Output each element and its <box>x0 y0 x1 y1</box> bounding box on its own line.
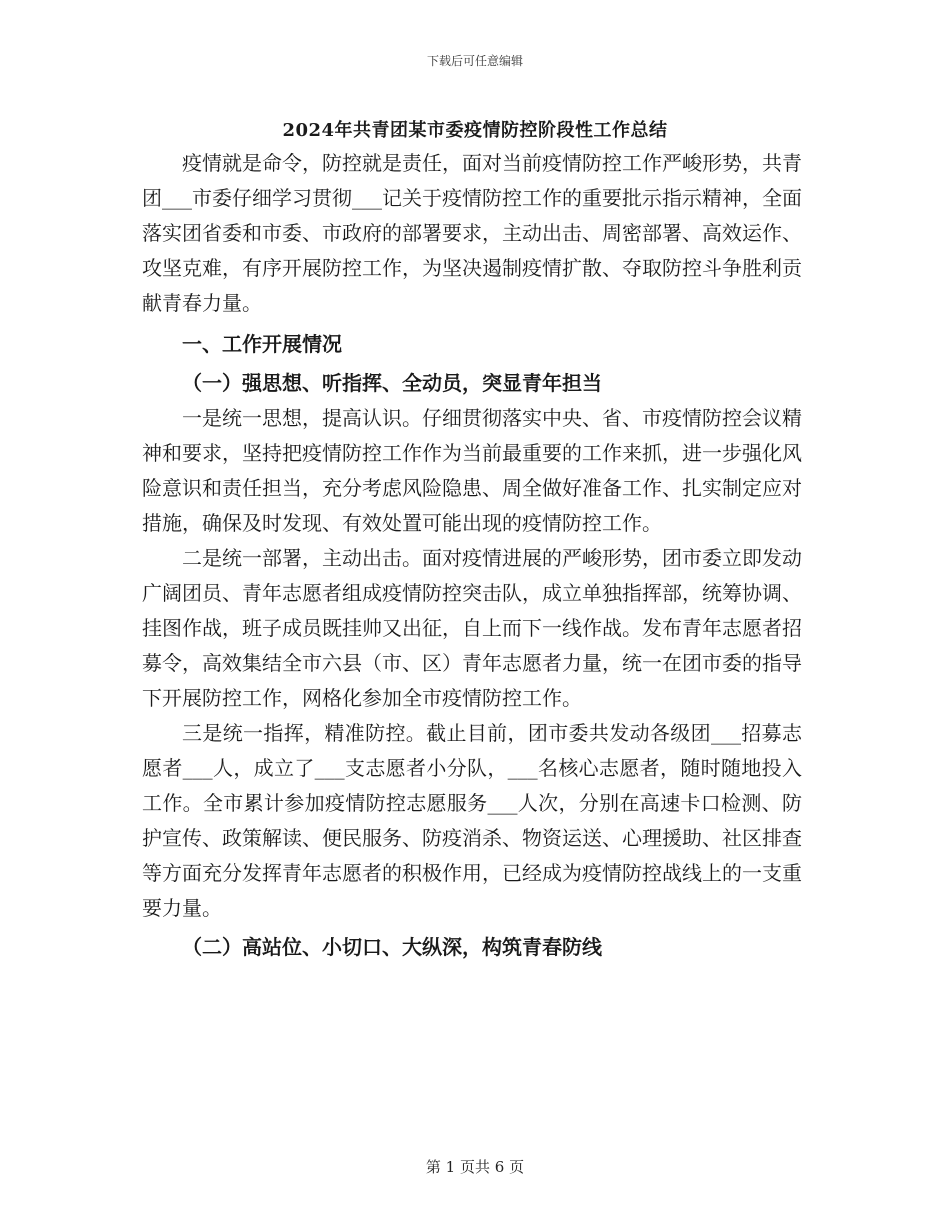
page-header-note: 下载后可任意编辑 <box>426 54 523 68</box>
document-title: 2024年共青团某市委疫情防控阶段性工作总结 <box>282 120 668 141</box>
subsection-heading-1: （一）强思想、听指挥、全动员，突显青年担当 <box>182 371 602 395</box>
body-paragraph-2: 二是统一部署，主动出击。面对疫情进展的严峻形势，团市委立即发动广阔团员、青年志愿者组成疫情防控突击队，成立单独指挥部，统筹协调、挂图作战，班子成员既挂帅又出征，自上而下一线作战。发布青年志愿者招募令，高效集结全市六县（市、区）青年志愿者力量，统一在团市委的指导下开展防控工作，网格化参加全市疫情防控工作。 <box>142 546 802 710</box>
page-number: 第 1 页共 6 页 <box>425 1158 525 1176</box>
section-heading-1: 一、工作开展情况 <box>182 332 342 356</box>
document-body <box>142 146 802 965</box>
intro-paragraph: 疫情就是命令，防控就是责任，面对当前疫情防控工作严峻形势，共青团___市委仔细学习贯彻___记关于疫情防控工作的重要批示指示精神，全面落实团省委和市委、市政府的部署要求，主动出击、周密部署、高效运作、攻坚克难，有序开展防控工作，为坚决遏制疫情扩散、夺取防控斗争胜利贡献青春力量。 <box>142 151 802 315</box>
body-paragraph-1: 一是统一思想，提高认识。仔细贯彻落实中央、省、市疫情防控会议精神和要求，坚持把疫情防控工作作为当前最重要的工作来抓，进一步强化风险意识和责任担当，充分考虑风险隐患、周全做好准备工作、扎实制定应对措施，确保及时发现、有效处置可能出现的疫情防控工作。 <box>142 406 802 535</box>
subsection-heading-2: （二）高站位、小切口、大纵深，构筑青春防线 <box>182 935 602 959</box>
body-paragraph-3: 三是统一指挥，精准防控。截止目前，团市委共发动各级团___招募志愿者___人，成立了___支志愿者小分队，___名核心志愿者，随时随地投入工作。全市累计参加疫情防控志愿服务___人次，分别在高速卡口检测、防护宣传、政策解读、便民服务、防疫消杀、物资运送、心理援助、社区排查等方面充分发挥青年志愿者的积极作用，已经成为疫情防控战线上的一支重要力量。 <box>142 721 802 920</box>
